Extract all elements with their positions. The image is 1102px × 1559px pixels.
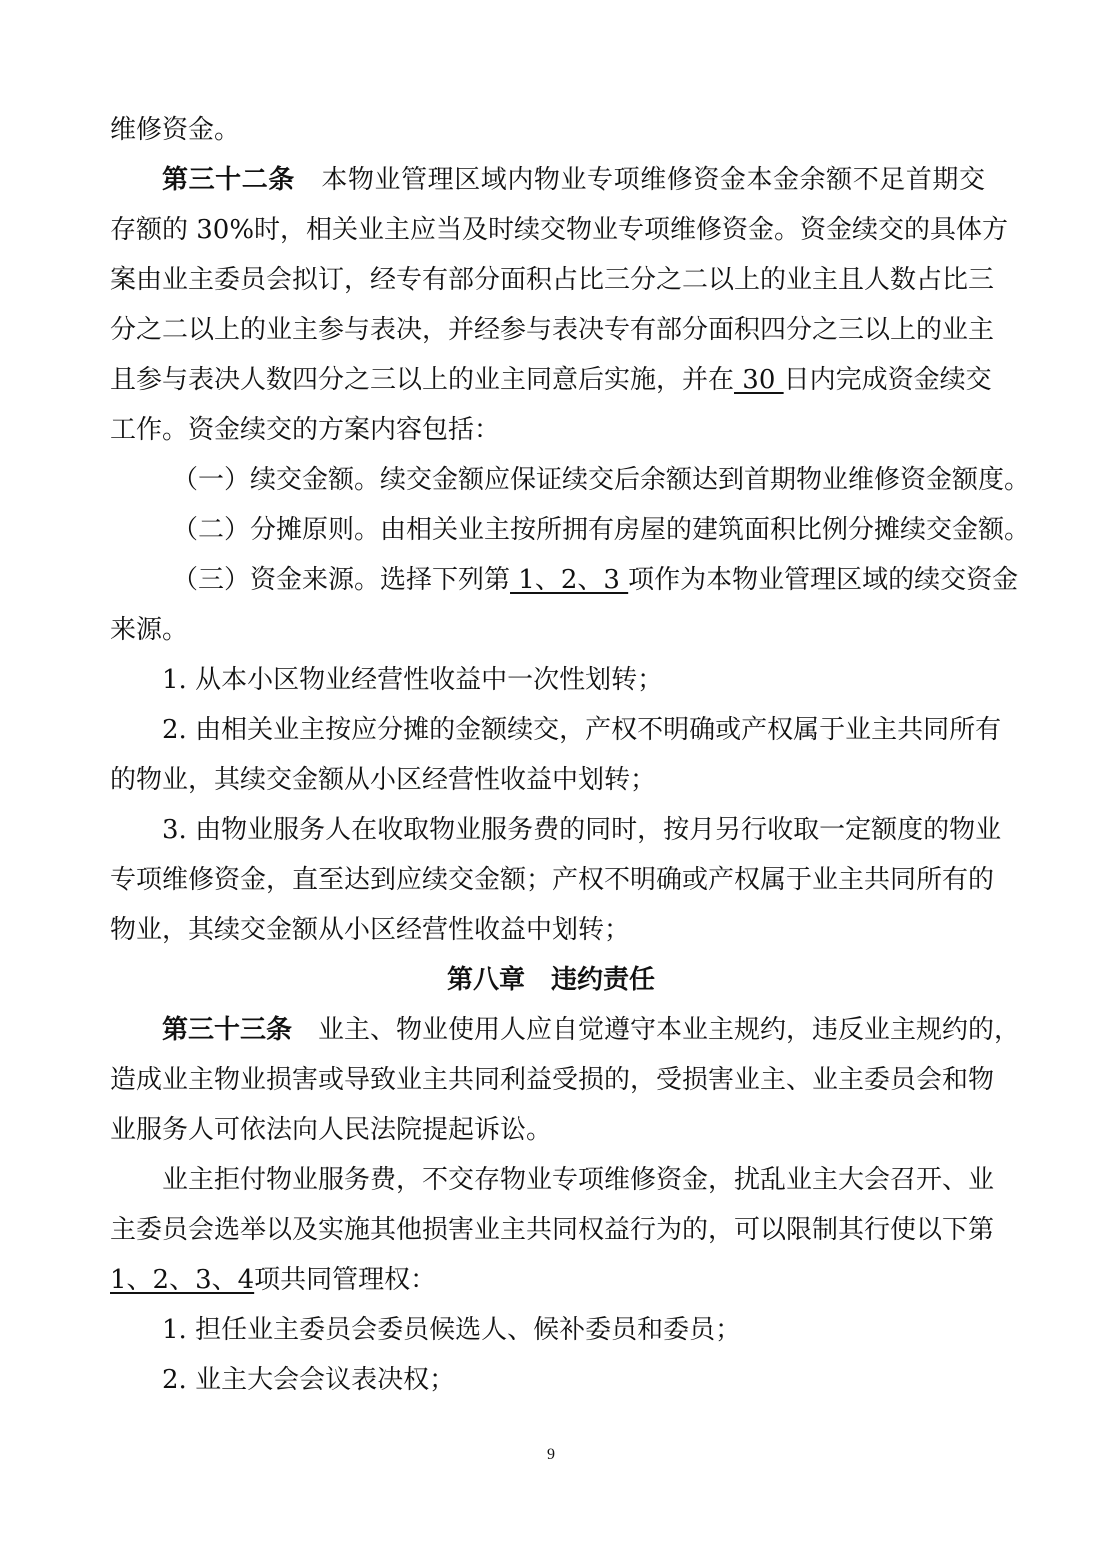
article-33-text: 业主、物业使用人应自觉遵守本业主规约，违反业主规约的， (318, 1015, 1021, 1045)
list-item: （一）续交金额。续交金额应保证续交后余额达到首期物业维修资金额度。 (172, 465, 1031, 495)
paragraph-line: 来源。 (110, 615, 189, 645)
article-32-text: 本物业管理区域内物业专项维修资金本金余额不足首期交 (321, 165, 985, 195)
line-segment: 项作为本物业管理区域的续交资金 (628, 565, 1019, 595)
paragraph-line: 专项维修资金，直至达到应续交金额；产权不明确或产权属于业主共同所有的 (110, 865, 995, 895)
article-32-label: 第三十二条 (162, 165, 295, 195)
page-number: 9 (547, 1446, 555, 1463)
items-underlined: 1、2、3、4 (110, 1265, 255, 1295)
paragraph-line (110, 1263, 985, 1297)
line-segment: 项共同管理权： (254, 1265, 437, 1295)
article-33-first-line (162, 1013, 1021, 1047)
list-item: （二）分摊原则。由相关业主按所拥有房屋的建筑面积比例分摊续交金额。 (172, 515, 1031, 545)
line-segment: （三）资金来源。选择下列第 (172, 565, 511, 595)
list-item: 2. 由相关业主按应分摊的金额续交，产权不明确或产权属于业主共同所有 (162, 715, 1002, 745)
line-segment: 日内完成资金续交 (783, 365, 992, 395)
paragraph-line: 维修资金。 (110, 115, 241, 145)
paragraph-line: 案由业主委员会拟订，经专有部分面积占比三分之二以上的业主且人数占比三 (110, 265, 995, 295)
paragraph-line: 存额的 30%时，相关业主应当及时续交物业专项维修资金。资金续交的具体方 (110, 215, 1009, 245)
list-item: 2. 业主大会会议表决权； (162, 1365, 456, 1395)
chapter-heading: 第八章 违约责任 (446, 965, 655, 995)
paragraph-line: 分之二以上的业主参与表决，并经参与表决专有部分面积四分之三以上的业主 (110, 315, 995, 345)
article-33-label: 第三十三条 (162, 1015, 293, 1045)
article-32-first-line (162, 163, 985, 197)
list-item: 1. 担任业主委员会委员候选人、候补委员和委员； (162, 1315, 742, 1345)
line-segment: 且参与表决人数四分之三以上的业主同意后实施，并在 (110, 365, 735, 395)
paragraph-line: 造成业主物业损害或导致业主共同利益受损的，受损害业主、业主委员会和物 (110, 1065, 995, 1095)
paragraph-line: 物业，其续交金额从小区经营性收益中划转； (110, 915, 631, 945)
paragraph-line: 业主拒付物业服务费，不交存物业专项维修资金，扰乱业主大会召开、业 (162, 1165, 995, 1195)
list-item (172, 563, 1019, 597)
paragraph-line: 的物业，其续交金额从小区经营性收益中划转； (110, 765, 657, 795)
list-item: 3. 由物业服务人在收取物业服务费的同时，按月另行收取一定额度的物业 (162, 815, 1002, 845)
paragraph-line: 工作。资金续交的方案内容包括： (110, 415, 501, 445)
items-underlined: 1、2、3 (510, 565, 629, 595)
paragraph-line (110, 363, 992, 397)
list-item: 1. 从本小区物业经营性收益中一次性划转； (162, 665, 664, 695)
paragraph-line: 业服务人可依法向人民法院提起诉讼。 (110, 1115, 553, 1145)
days-underlined: 30 (734, 365, 784, 395)
paragraph-line: 主委员会选举以及实施其他损害业主共同权益行为的，可以限制其行使以下第 (110, 1215, 995, 1245)
